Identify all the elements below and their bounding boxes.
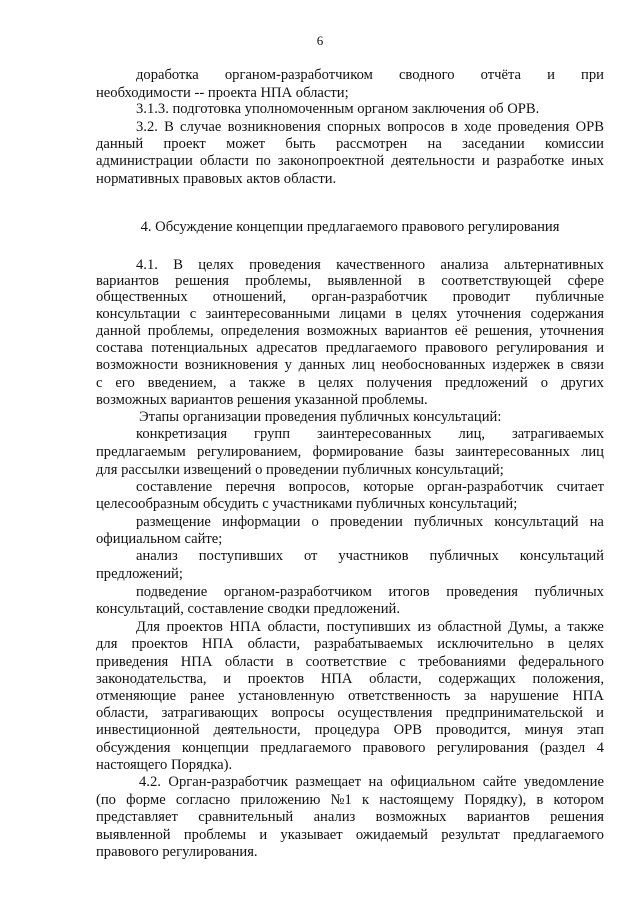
paragraph-line <box>96 687 604 705</box>
paragraph-line <box>96 374 604 392</box>
word: публичных <box>534 584 604 600</box>
word: консультации <box>96 306 181 322</box>
word: решения, <box>474 323 533 339</box>
word: области <box>199 153 249 169</box>
word: уточнения <box>539 323 604 339</box>
word: поступивших <box>198 548 283 564</box>
word: уведомление <box>524 774 604 790</box>
word: орган-разработчик <box>427 479 544 495</box>
word: а <box>229 375 236 391</box>
paragraph-line: целесообразным обсудить с участниками публичных консультаций; <box>96 496 518 512</box>
word: законодательства, <box>96 671 207 687</box>
paragraph-line <box>96 135 604 153</box>
paragraph-line <box>96 670 604 688</box>
word: к <box>361 792 370 808</box>
word: данный <box>96 136 144 152</box>
word: Орган-разработчик <box>168 774 288 790</box>
word: публичных <box>429 548 499 564</box>
word: области, <box>369 671 422 687</box>
word: состава <box>96 340 143 356</box>
word: возникновения <box>184 357 278 373</box>
word: требованиями <box>418 654 506 670</box>
paragraph-line <box>96 791 604 809</box>
word: общественных <box>96 289 188 305</box>
word: целях <box>198 257 234 273</box>
word: законопроектной <box>277 153 385 169</box>
paragraph-line: настоящего Порядка). <box>96 757 233 773</box>
word: результат <box>441 827 500 843</box>
paragraph-line <box>96 826 604 844</box>
word: анализ <box>313 809 356 825</box>
word: НПА <box>201 636 234 652</box>
word: лиц, <box>458 426 486 442</box>
word: предложений <box>445 375 528 391</box>
word: лиц <box>581 444 604 460</box>
word: данных <box>298 357 346 373</box>
word: рассмотрен <box>335 136 408 152</box>
paragraph-line <box>96 288 604 306</box>
word: качественного <box>336 257 426 273</box>
word: участников <box>338 548 409 564</box>
word: может <box>226 136 266 152</box>
word: от <box>303 548 318 564</box>
word: публичных <box>413 514 484 530</box>
word: предпринимательской <box>445 705 583 721</box>
word: базы <box>414 444 445 460</box>
word: инвестиционной <box>96 722 200 738</box>
word: в <box>286 654 294 670</box>
word: проектов <box>131 636 188 652</box>
word: представляет <box>96 809 178 825</box>
word: официальном <box>390 774 476 790</box>
paragraph-line <box>136 583 604 601</box>
word: в <box>536 792 544 808</box>
word: сфере <box>567 273 604 289</box>
word: данной <box>96 323 141 339</box>
paragraph-line: возможных вариантов решения указанной проблемы. <box>96 392 428 408</box>
word: возникновения <box>227 119 321 135</box>
word: потенциальных <box>151 340 248 356</box>
word: у <box>284 357 292 373</box>
word: проект <box>163 136 206 152</box>
word: деятельности, <box>213 722 301 738</box>
word: выявленной <box>96 827 171 843</box>
word: ответственность <box>348 688 451 704</box>
word: возможных <box>375 809 447 825</box>
word: о <box>311 514 319 530</box>
word: сравнительный <box>198 809 294 825</box>
word: 3.2. <box>136 119 158 135</box>
word: связи <box>570 357 604 373</box>
word: вариантов <box>466 809 530 825</box>
word: сайте <box>482 774 517 790</box>
page-number: 6 <box>316 33 324 48</box>
paragraph-line <box>139 773 604 791</box>
word: проведения <box>249 257 321 273</box>
word: иных <box>571 153 604 169</box>
word: решения <box>175 273 229 289</box>
word: ожидаемый <box>355 827 428 843</box>
word: и <box>596 340 604 356</box>
word: других <box>560 375 604 391</box>
paragraph-line <box>96 339 604 357</box>
word: соответствие <box>305 654 387 670</box>
word: администрации <box>96 153 193 169</box>
word: Для <box>136 619 160 635</box>
word: уточнения <box>456 306 522 322</box>
word: регулирования <box>436 740 529 756</box>
word: считает <box>556 479 604 495</box>
word: области, <box>96 705 149 721</box>
word: публичные <box>535 289 604 305</box>
word: и <box>596 705 604 721</box>
word: на <box>427 136 442 152</box>
paragraph-line <box>136 478 604 496</box>
word: отношений, <box>212 289 287 305</box>
word: регулированием, <box>197 444 302 460</box>
word: также <box>248 375 286 391</box>
word: НПА <box>180 654 213 670</box>
word: отменяющие <box>96 688 177 704</box>
word: предлагаемого <box>512 827 604 843</box>
word: которые <box>363 479 414 495</box>
word: и <box>223 671 232 687</box>
word: (по <box>96 792 116 808</box>
word: НПА <box>320 671 353 687</box>
word: 4.1. <box>136 257 158 273</box>
word: целях <box>318 375 354 391</box>
word: возможных <box>306 323 378 339</box>
word: предлагаемого <box>260 740 352 756</box>
word: итогов <box>388 584 430 600</box>
word: на <box>589 514 604 530</box>
paragraph-line <box>96 721 604 739</box>
word: выявленной <box>327 273 402 289</box>
word: органом-разработчиком <box>224 67 373 83</box>
word: альтернативных <box>503 257 604 273</box>
word: проблемы, <box>147 323 214 339</box>
word: целях <box>411 306 448 322</box>
word: указывает <box>280 827 343 843</box>
word: анализ <box>136 548 178 564</box>
word: конкретизация <box>136 426 228 442</box>
word: соответствующей <box>441 273 552 289</box>
word: подведение <box>136 584 208 600</box>
word: нарушение <box>490 688 559 704</box>
word: вариантов <box>384 323 448 339</box>
word: ОРВ <box>575 119 604 135</box>
word: В <box>173 257 183 273</box>
word: содержащих <box>438 671 516 687</box>
word: форме <box>126 792 166 808</box>
word: затрагивающих <box>161 705 259 721</box>
paragraph-line <box>136 425 604 443</box>
word: области, <box>247 636 301 652</box>
word: котором <box>553 792 604 808</box>
word: затрагиваемых <box>512 426 604 442</box>
word: осуществления <box>337 705 433 721</box>
word: предлагаемым <box>96 444 186 460</box>
word: В <box>164 119 174 135</box>
word: на <box>368 774 383 790</box>
word: согласно <box>175 792 231 808</box>
word: приведения <box>96 654 169 670</box>
paragraph-line <box>96 739 604 757</box>
word: проведения <box>446 584 518 600</box>
paragraph-line <box>96 704 604 722</box>
word: этап <box>577 722 604 738</box>
word: в <box>395 306 403 322</box>
word: проблемы, <box>245 273 312 289</box>
word: комиссии <box>545 136 604 152</box>
word: размещение <box>136 514 211 530</box>
word: орган-разработчик <box>311 289 428 305</box>
word: размещает <box>295 774 362 790</box>
paragraph-line: официальном сайте; <box>96 531 223 547</box>
word: составление <box>136 479 213 495</box>
word: области, <box>267 619 321 635</box>
word: регулирования <box>496 340 588 356</box>
word: вопросов, <box>288 479 350 495</box>
word: предлагаемого <box>325 340 417 356</box>
word: проводится, <box>435 722 511 738</box>
paragraph-line <box>96 322 604 340</box>
word: 4.2. <box>139 774 161 790</box>
word: лицами <box>339 306 386 322</box>
word: спорных <box>327 119 381 135</box>
word: ОРВ <box>393 722 422 738</box>
paragraph-line <box>136 118 604 136</box>
word: Думы, <box>508 619 548 635</box>
word: информации <box>221 514 301 530</box>
paragraph-line: консультаций, составление сводки предложений. <box>96 601 400 617</box>
word: её <box>454 323 468 339</box>
word: в <box>450 119 458 135</box>
paragraph-line <box>96 443 604 461</box>
word: (раздел <box>539 740 586 756</box>
section-heading: 4. Обсуждение концепции предлагаемого правового регулирования <box>140 219 560 235</box>
word: из <box>417 619 432 635</box>
word: в <box>547 636 555 652</box>
word: приложению <box>240 792 321 808</box>
word: адресатов <box>256 340 318 356</box>
word: доработка <box>136 67 199 83</box>
word: федерального <box>518 654 604 670</box>
word: о <box>540 375 549 391</box>
word: установленную <box>238 688 335 704</box>
word: при <box>581 67 604 83</box>
word: необоснованных <box>381 357 486 373</box>
word: формирование <box>312 444 404 460</box>
word: областной <box>437 619 502 635</box>
paragraph-line: необходимости -- проекта НПА области; <box>96 85 349 101</box>
word: групп <box>254 426 291 442</box>
word: заинтересованными <box>205 306 330 322</box>
word: сводного <box>398 67 455 83</box>
word: быть <box>285 136 316 152</box>
word: области <box>224 654 274 670</box>
word: с <box>96 375 103 391</box>
paragraph-line: предложений; <box>96 566 183 582</box>
paragraph-line <box>136 618 604 636</box>
word: содержания <box>530 306 604 322</box>
word: введением, <box>147 375 217 391</box>
word: а <box>554 619 561 635</box>
word: ранее <box>189 688 225 704</box>
paragraph-line: нормативных правовых актов области. <box>96 171 337 187</box>
word: также <box>567 619 604 635</box>
word: положения, <box>532 671 604 687</box>
word: разработке <box>496 153 565 169</box>
word: лиц <box>351 357 375 373</box>
paragraph-line: для рассылки извещений о проведении публичных консультаций; <box>96 462 504 478</box>
word: правового <box>425 340 488 356</box>
word: Порядку), <box>464 792 527 808</box>
word: поступивших <box>326 619 411 635</box>
word: в <box>418 273 426 289</box>
word: его <box>115 375 135 391</box>
word: проектов <box>166 619 223 635</box>
word: вариантов <box>96 273 159 289</box>
word: концепции <box>181 740 249 756</box>
word: правового <box>362 740 426 756</box>
word: и <box>547 67 555 83</box>
paragraph-line <box>96 635 604 653</box>
word: определения <box>220 323 300 339</box>
word: органом-разработчиком <box>223 584 372 600</box>
word: и <box>259 827 268 843</box>
word: разрабатываемых <box>314 636 424 652</box>
paragraph-line <box>136 513 604 531</box>
word: решения <box>550 809 604 825</box>
word: настоящему <box>379 792 455 808</box>
word: за <box>464 688 477 704</box>
word: обсуждения <box>96 740 171 756</box>
word: №1 <box>330 792 352 808</box>
word: проводит <box>452 289 511 305</box>
paragraph-line: Этапы организации проведения публичных консультаций: <box>139 409 502 425</box>
word: заинтересованных <box>455 444 570 460</box>
paragraph-line <box>136 66 604 84</box>
word: перечня <box>225 479 276 495</box>
word: деятельности <box>391 153 475 169</box>
paragraph-line: правового регулирования. <box>96 844 258 860</box>
word: и <box>481 153 490 169</box>
word: с <box>399 654 406 670</box>
word: консультаций <box>494 514 579 530</box>
word: заседании <box>462 136 525 152</box>
word: ходе <box>463 119 492 135</box>
word: минуя <box>524 722 564 738</box>
word: возможности <box>96 357 179 373</box>
paragraph-line <box>96 305 604 323</box>
word: по <box>255 153 271 169</box>
paragraph-line: 3.1.3. подготовка уполномоченным органом заключения об ОРВ. <box>136 101 540 117</box>
word: проблемы <box>183 827 247 843</box>
paragraph-line <box>96 653 604 671</box>
word: исключительно <box>437 636 534 652</box>
word: НПА <box>572 688 604 704</box>
word: процедура <box>314 722 380 738</box>
word: в <box>556 357 564 373</box>
paragraph-line <box>96 152 604 170</box>
word: случае <box>180 119 222 135</box>
word: получения <box>366 375 433 391</box>
word: 4 <box>596 740 604 756</box>
word: отчёта <box>480 67 522 83</box>
word: проведения <box>497 119 570 135</box>
paragraph-line <box>136 547 604 565</box>
word: проектов <box>247 671 305 687</box>
word: в <box>298 375 306 391</box>
word: заинтересованных <box>317 426 432 442</box>
word: издержек <box>492 357 551 373</box>
word: проведении <box>329 514 403 530</box>
word: для <box>96 636 118 652</box>
word: вопросы <box>271 705 325 721</box>
word: анализа <box>440 257 489 273</box>
word: с <box>189 306 197 322</box>
word: НПА <box>229 619 262 635</box>
paragraph-line <box>96 808 604 826</box>
word: консультаций <box>519 548 604 564</box>
word: вопросов <box>387 119 445 135</box>
word: целях <box>568 636 604 652</box>
paragraph-line <box>96 356 604 374</box>
